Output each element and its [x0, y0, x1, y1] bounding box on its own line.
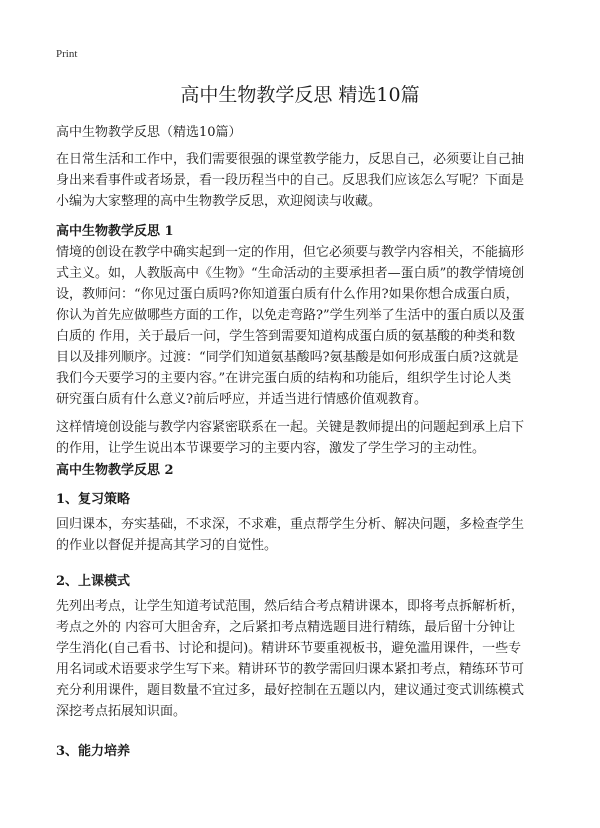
document-subtitle: 高中生物教学反思（精选10篇） [56, 125, 242, 140]
text-line: 充分利用课件，题目数量不宜过多，最好控制在五题以内，建议通过变式训练模式 [56, 683, 525, 698]
section1-paragraph-2 [56, 417, 546, 459]
text-line: 学生消化(自己看书、讨论和提问)。精讲环节要重视板书，避免滥用课件，一些专 [56, 641, 522, 656]
text-line: 目以及排列顺序。过渡：“同学们知道氨基酸吗?氨基酸是如何形成蛋白质?这就是 [56, 350, 519, 365]
text-line: 研究蛋白质有什么意义?前后呼应，并适当进行情感价值观教育。 [56, 392, 427, 407]
text-line: 在日常生活和工作中，我们需要很强的课堂教学能力，反思自己，必须要让自己抽 [56, 152, 525, 167]
text-line: 白质的 作用，关于最后一问，学生答到需要知道构成蛋白质的氨基酸的种类和数 [56, 329, 516, 344]
class-mode-paragraph [56, 596, 546, 722]
text-line: 用名词或术语要求学生写下来。精讲环节的教学需回归课本紧扣考点，精练环节可 [56, 662, 525, 677]
text-line: 你认为首先应做哪些方面的工作，以免走弯路?”学生列举了生活中的蛋白质以及蛋 [56, 308, 525, 323]
text-line: 回归课本，夯实基础，不求深，不求难，重点帮学生分析、解决问题，多检查学生 [56, 517, 525, 532]
subsection-heading-class-mode: 2、上课模式 [56, 574, 131, 589]
intro-paragraph [56, 149, 546, 212]
print-link[interactable]: Print [56, 48, 78, 60]
text-line: 深挖考点拓展知识面。 [56, 704, 187, 719]
text-line: 式主义。如，人教版高中《生物》“生命活动的主要承担者—蛋白质”的教学情境创 [56, 266, 525, 281]
section1-paragraph-1 [56, 242, 546, 410]
subsection-heading-review: 1、复习策略 [56, 492, 131, 507]
section-heading-2: 高中生物教学反思 2 [56, 463, 174, 478]
text-line: 我们今天要学习的主要内容。”在讲完蛋白质的结构和功能后，组织学生讨论人类 [56, 371, 512, 386]
text-line: 考点之外的 内容可大胆舍弃，之后紧扣考点精选题目进行精练，最后留十分钟让 [56, 620, 516, 635]
text-line: 设，教师问：“你见过蛋白质吗?你知道蛋白质有什么作用?如果你想合成蛋白质， [56, 287, 519, 302]
text-line: 小编为大家整理的高中生物教学反思，欢迎阅读与收藏。 [56, 194, 382, 209]
text-line: 先列出考点，让学生知道考试范围，然后结合考点精讲课本，即将考点拆解析析， [56, 599, 525, 614]
review-paragraph [56, 514, 546, 556]
page-title: 高中生物教学反思 精选10篇 [180, 84, 420, 106]
subsection-heading-ability: 3、能力培养 [56, 744, 131, 759]
text-line: 情境的创设在教学中确实起到一定的作用，但它必须要与教学内容相关，不能搞形 [56, 245, 525, 260]
text-line: 这样情境创设能与教学内容紧密联系在一起。关键是教师提出的问题起到承上启下 [56, 420, 525, 435]
text-line: 的作业以督促并提高其学习的自觉性。 [56, 538, 278, 553]
text-line: 的作用，让学生说出本节课要学习的主要内容，激发了学生学习的主动性。 [56, 441, 486, 456]
section-heading-1: 高中生物教学反思 1 [56, 224, 174, 239]
text-line: 身出来看事件或者场景，看一段历程当中的自己。反思我们应该怎么写呢？下面是 [56, 173, 525, 188]
